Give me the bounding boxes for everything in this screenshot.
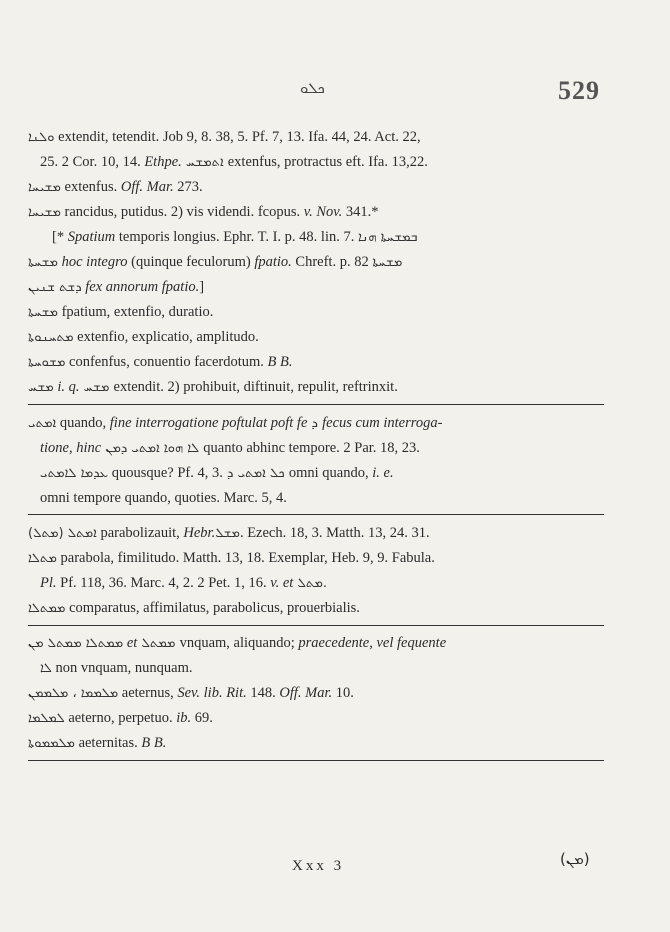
section-divider: [28, 404, 604, 405]
entry-line: ܡܫܚ i. q. ܡܫܚ extendit. 2) prohibuit, diftinuit, repulit, reftrinxit.: [28, 379, 398, 395]
entry-line: ܡܫܝܚܐ extenfus. Off. Mar. 273.: [28, 179, 203, 195]
catchword: (ܡܢ): [560, 850, 590, 868]
entry-line: ܡܫܚܬܐ hoc integro (quinque feculorum) fpatio. Chreft. p. 82 ܡܫܚܬܐ: [28, 254, 403, 270]
entry-line: Pl. Pf. 118, 36. Marc. 4, 2. 2 Pet. 1, 16. v. et ܡܬܠ.: [40, 575, 328, 591]
entry-line: (ܡܬܠ) ܐܡܬܠ parabolizauit, Hebr.ܡܫܠ. Ezech. 18, 3. Matth. 13, 24. 31.: [28, 525, 430, 541]
section-divider: [28, 760, 604, 761]
section-divider: [28, 625, 604, 626]
entry-line: ܡܡܬܠܐ comparatus, affimilatus, parabolicus, prouerbialis.: [28, 600, 360, 616]
entry-line: ܡܠܡܡܐ ، ܡܠܡܡܢ aeternus, Sev. lib. Rit. 148. Off. Mar. 10.: [28, 685, 354, 701]
entry-line: ܡܬܠܐ parabola, fimilitudo. Matth. 13, 18. Exemplar, Heb. 9, 9. Fabula.: [28, 550, 435, 566]
entry-line: tione, hinc ܠܐ ܗܘܐ ܐܡܬܝ ܕܡܢ quanto abhinc tempore. 2 Par. 18, 23.: [40, 440, 420, 456]
entry-line: ܡܬܚܢܘܬܐ extenfio, explicatio, amplitudo.: [28, 329, 259, 345]
entry-line: ܡܫܘܚܬܐ confenfus, conuentio facerdotum. B B.: [28, 354, 293, 370]
entry-line: ܥܕܡܐ ܠܐܡܬܝ quousque? Pf. 4, 3. ܟܠ ܐܡܬܝ ܕ omni quando, i. e.: [40, 465, 394, 481]
entry-line: ܘܠܢܐ extendit, tetendit. Job 9, 8. 38, 5. Pf. 7, 13. Ifa. 44, 24. Act. 22,: [28, 129, 421, 145]
entry-line: [* Spatium temporis longius. Ephr. T. I. p. 48. lin. 7. ܒܡܫܚܬܐ ܗܢܐ: [52, 229, 418, 245]
entry-line: ܠܐ non vnquam, nunquam.: [40, 660, 193, 676]
entry-line: ܡܡܬܠܐ ܡܡܬܠ ܡܢ et ܡܡܬܠ vnquam, aliquando; praecedente, vel fequente: [28, 635, 447, 651]
entry-line: 25. 2 Cor. 10, 14. Ethpe. ܐܬܡܫܚ extenfus, protractus eft. Ifa. 13,22.: [40, 154, 428, 170]
entry-line: ܡܠܡܡܘܬܐ aeternitas. B B.: [28, 735, 167, 751]
signature-mark: Xxx 3: [292, 858, 345, 874]
entry-line: ܠܡܠܡܐ aeterno, perpetuo. ib. 69.: [28, 710, 213, 726]
entry-line: ܡܫܝܚܐ rancidus, putidus. 2) vis videndi. fcopus. v. Nov. 341.*: [28, 204, 379, 220]
entry-line: ܡܫܚܬܐ fpatium, extenfio, duratio.: [28, 304, 214, 320]
section-divider: [28, 514, 604, 515]
entry-line: ܕܫܬ ܫܢܝܢ fex annorum fpatio.]: [28, 279, 205, 295]
entry-line: ܐܡܬܝ quando, fine interrogatione poftulat poft fe ܕ fecus cum interroga-: [28, 415, 443, 431]
page-number: 529: [558, 76, 600, 105]
running-head: ܟܠܘ: [300, 81, 325, 97]
entry-line: omni tempore quando, quoties. Marc. 5, 4.: [40, 490, 287, 506]
